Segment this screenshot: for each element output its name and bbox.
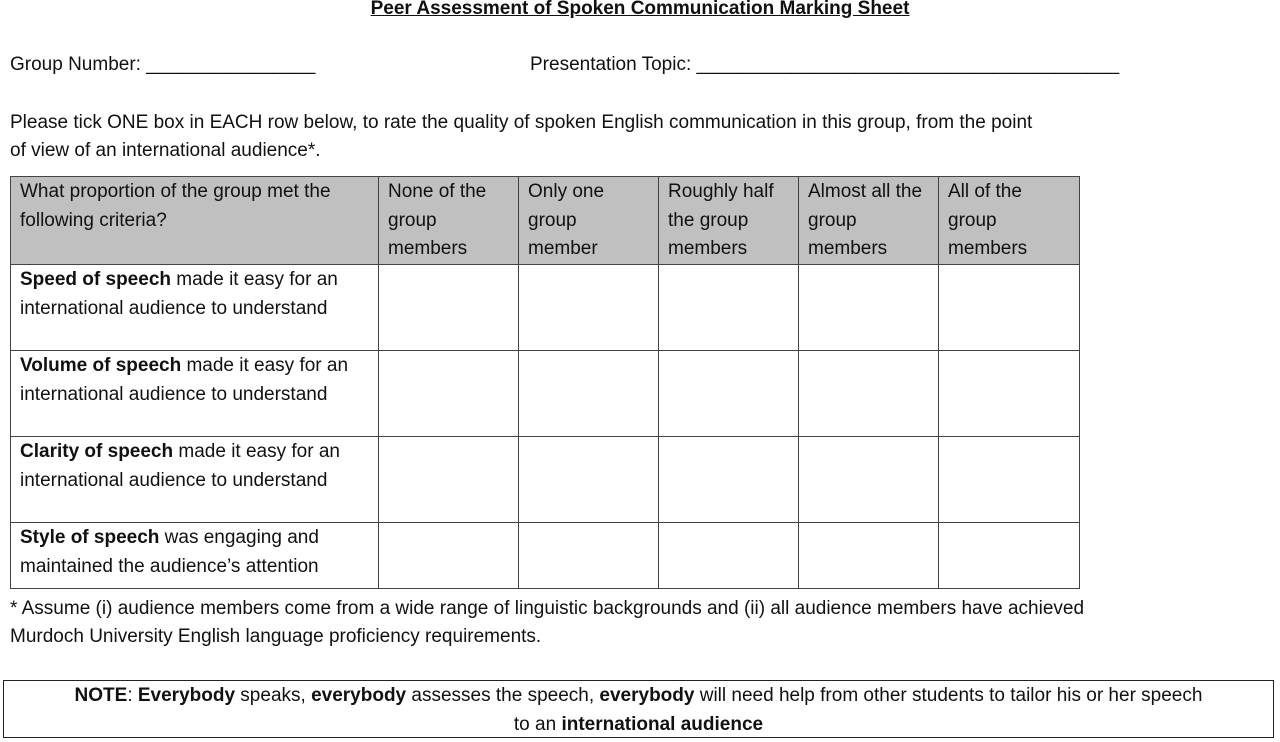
criterion-bold: Volume of speech — [20, 355, 182, 376]
tick-box[interactable] — [519, 351, 659, 437]
tick-box[interactable] — [939, 437, 1080, 523]
footnote — [10, 595, 1084, 651]
presentation-topic-label: Presentation Topic: — [530, 54, 692, 75]
note-text: will need help from other students to tailor his or her speech — [694, 685, 1203, 706]
note-bold: everybody — [311, 685, 407, 706]
criterion-bold: Speed of speech — [20, 269, 171, 290]
note-bold: Everybody — [137, 685, 236, 706]
criterion-text: made it easy for an international audience to understand — [20, 355, 349, 405]
table-row — [11, 437, 1080, 523]
tick-box[interactable] — [659, 265, 799, 351]
tick-box[interactable] — [799, 265, 939, 351]
instruction-line: of view of an international audience*. — [10, 140, 321, 161]
table-row — [11, 351, 1080, 437]
note-bold: everybody — [599, 685, 695, 706]
criterion-volume — [11, 351, 379, 437]
note-text: to an — [513, 714, 562, 735]
table-row — [11, 523, 1080, 589]
rating-table — [10, 176, 1080, 589]
table-row — [11, 265, 1080, 351]
header-all: All of the group members — [939, 177, 1080, 265]
criterion-bold: Style of speech — [20, 527, 160, 548]
group-number-label: Group Number: — [10, 54, 141, 75]
criterion-text: was engaging and maintained the audience’s attention — [20, 527, 319, 577]
note-text: : — [127, 685, 138, 706]
note-box — [3, 680, 1274, 738]
tick-box[interactable] — [799, 523, 939, 589]
note-bold: international audience — [561, 714, 764, 735]
group-number-field[interactable] — [10, 54, 315, 76]
note-text: speaks, — [235, 685, 312, 706]
tick-box[interactable] — [799, 437, 939, 523]
tick-box[interactable] — [519, 437, 659, 523]
header-only-one: Only one group member — [519, 177, 659, 265]
header-almost-all: Almost all the group members — [799, 177, 939, 265]
criterion-text: made it easy for an international audience to understand — [20, 441, 340, 491]
tick-box[interactable] — [939, 265, 1080, 351]
criterion-style — [11, 523, 379, 589]
note-label: NOTE — [74, 685, 128, 706]
tick-box[interactable] — [939, 523, 1080, 589]
tick-box[interactable] — [799, 351, 939, 437]
instructions — [10, 109, 1032, 165]
page-title: Peer Assessment of Spoken Communication Marking Sheet — [370, 0, 910, 19]
tick-box[interactable] — [379, 265, 519, 351]
tick-box[interactable] — [659, 437, 799, 523]
header-none: None of the group members — [379, 177, 519, 265]
criterion-text: made it easy for an international audience to understand — [20, 269, 338, 319]
criterion-speed — [11, 265, 379, 351]
footnote-line: Murdoch University English language proficiency requirements. — [10, 626, 542, 647]
header-roughly-half: Roughly half the group members — [659, 177, 799, 265]
tick-box[interactable] — [519, 265, 659, 351]
header-row — [11, 177, 1080, 265]
footnote-line: * Assume (i) audience members come from a wide range of linguistic backgrounds and (ii) all audience members have achieved — [10, 598, 1085, 619]
instruction-line: Please tick ONE box in EACH row below, to rate the quality of spoken English communication in this group, from the point — [10, 112, 1033, 133]
tick-box[interactable] — [379, 351, 519, 437]
criterion-clarity — [11, 437, 379, 523]
header-criteria: What proportion of the group met the following criteria? — [11, 177, 379, 265]
tick-box[interactable] — [659, 351, 799, 437]
tick-box[interactable] — [939, 351, 1080, 437]
criterion-bold: Clarity of speech — [20, 441, 174, 462]
note-text: assesses the speech, — [406, 685, 600, 706]
group-number-blank[interactable]: ________________ — [146, 54, 316, 75]
tick-box[interactable] — [379, 437, 519, 523]
presentation-topic-blank[interactable]: ________________________________________ — [696, 54, 1120, 75]
tick-box[interactable] — [379, 523, 519, 589]
presentation-topic-field[interactable] — [530, 54, 1119, 76]
tick-box[interactable] — [659, 523, 799, 589]
tick-box[interactable] — [519, 523, 659, 589]
